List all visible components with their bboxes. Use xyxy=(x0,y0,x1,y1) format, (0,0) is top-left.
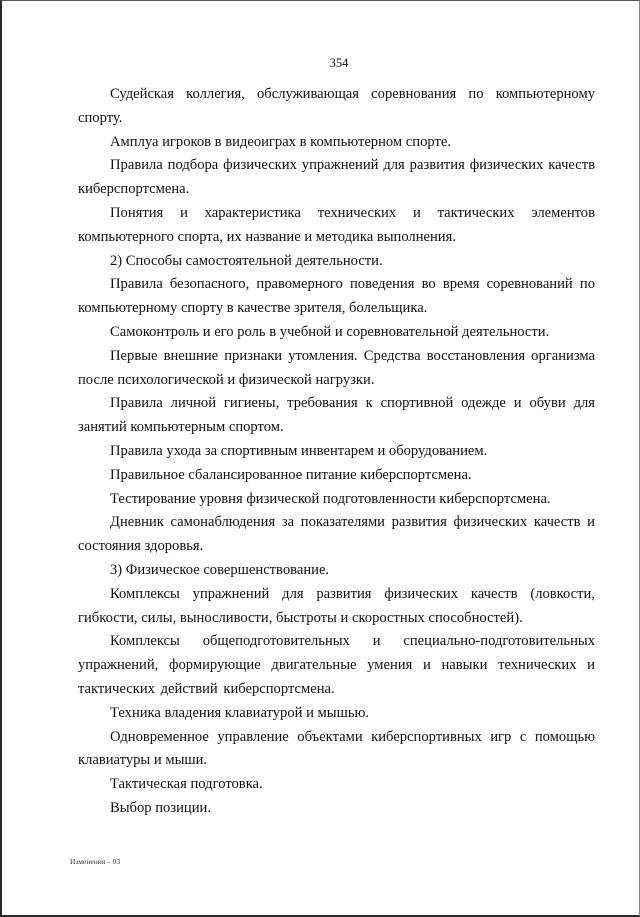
paragraph-position-choice: Выбор позиции. xyxy=(110,799,211,816)
paragraph-self-control: Самоконтроль и его роль в учебной и соревновательной деятельности. xyxy=(110,323,550,340)
paragraph-self-observation-diary: Дневник самонаблюдения за показателями развития физических качеств и состояния здоровья. xyxy=(78,514,595,555)
paragraph-simultaneous-control: Одновременное управление объектами киберспортивных игр с помощью клавиатуры и мыши. xyxy=(78,728,595,769)
paragraph-player-roles: Амплуа игроков в видеоиграх в компьютерном спорте. xyxy=(110,133,451,150)
paragraph-exercise-complexes: Комплексы упражнений для развития физических качеств (ловкости, гибкости, силы, выносливости, быстроты и скоростных способностей). xyxy=(78,585,595,626)
paragraph-technical-tactical-concepts: Понятия и характеристика технических и тактических элементов компьютерного спорта, их название и методика выполнения. xyxy=(78,204,595,245)
paragraph-safe-behavior: Правила безопасного, правомерного поведения во время соревнований по компьютерному спорту в качестве зрителя, болельщика. xyxy=(78,276,595,317)
page-body xyxy=(78,83,595,821)
paragraph-fitness-testing: Тестирование уровня физической подготовленности киберспортсмена. xyxy=(110,490,551,507)
paragraph-tactical-training: Тактическая подготовка. xyxy=(110,776,263,793)
section-heading-independent-activity: 2) Способы самостоятельной деятельности. xyxy=(110,252,383,269)
paragraph-equipment-care: Правила ухода за спортивным инвентарем и оборудованием. xyxy=(110,442,488,459)
paragraph-nutrition: Правильное сбалансированное питание киберспортсмена. xyxy=(110,466,472,483)
paragraph-referee-panel: Судейская коллегия, обслуживающая соревнования по компьютерному спорту. xyxy=(78,86,595,126)
revision-footer: Изменения – 03 xyxy=(70,857,121,866)
paragraph-personal-hygiene: Правила личной гигиены, требования к спортивной одежде и обуви для занятий компьютерным спортом. xyxy=(78,395,595,436)
paragraph-preparatory-exercises: Комплексы общеподготовительных и специально-подготовительных упражнений, формирующие двигательные умения и навыки технических и тактических действий киберспортсмена. xyxy=(78,633,595,697)
page-number: 354 xyxy=(329,56,349,70)
paragraph-fatigue-signs: Первые внешние признаки утомления. Средства восстановления организма после психологической и физической нагрузки. xyxy=(78,347,595,388)
section-heading-physical-improvement: 3) Физическое совершенствование. xyxy=(110,561,330,578)
paragraph-keyboard-mouse-technique: Техника владения клавиатурой и мышью. xyxy=(110,704,370,721)
paragraph-exercise-selection: Правила подбора физических упражнений для развития физических качеств киберспортсмена. xyxy=(78,157,595,198)
